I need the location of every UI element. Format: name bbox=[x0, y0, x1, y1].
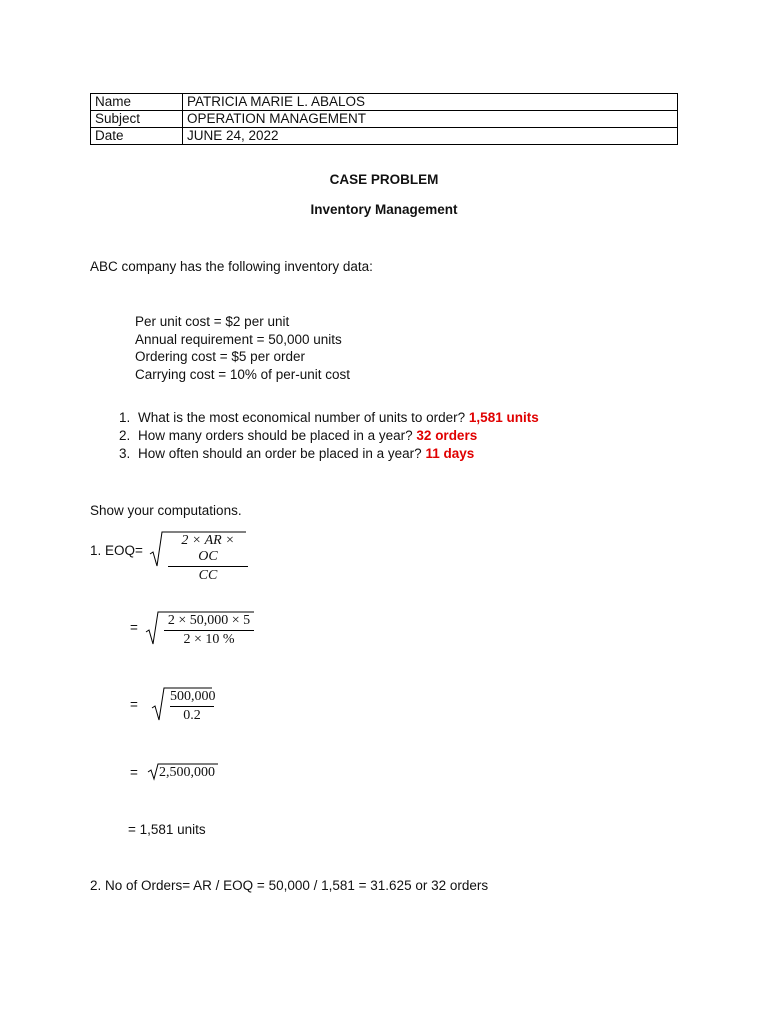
info-row-subject bbox=[91, 111, 678, 128]
question-text: What is the most economical number of units to order? bbox=[138, 410, 466, 425]
eoq-label: 1. EOQ= bbox=[90, 543, 143, 558]
equals-sign: = bbox=[130, 765, 138, 780]
info-table bbox=[90, 93, 678, 145]
info-row-name bbox=[91, 94, 678, 111]
eoq-result: = 1,581 units bbox=[128, 822, 206, 837]
fraction-denominator: CC bbox=[198, 568, 218, 583]
computations-label: Show your computations. bbox=[90, 503, 242, 518]
question-answer: 1,581 units bbox=[468, 410, 539, 425]
equals-sign: = bbox=[130, 620, 138, 635]
orders-computation: 2. No of Orders= AR / EOQ = 50,000 / 1,581 = 31.625 or 32 orders bbox=[90, 878, 489, 893]
data-line: Per unit cost = $2 per unit bbox=[135, 314, 290, 329]
question-item bbox=[134, 445, 539, 463]
fraction-numerator: 2 × 50,000 × 5 bbox=[164, 613, 254, 631]
eoq-simplified-fraction bbox=[170, 689, 214, 724]
info-key: Date bbox=[91, 128, 183, 145]
question-item bbox=[134, 427, 539, 445]
eoq-substitution-fraction bbox=[164, 613, 254, 648]
eoq-radicand: 2,500,000 bbox=[159, 765, 215, 780]
info-key: Name bbox=[91, 94, 183, 111]
page-subtitle: Inventory Management bbox=[310, 202, 458, 217]
eoq-formula-fraction bbox=[168, 533, 248, 584]
info-value: JUNE 24, 2022 bbox=[183, 128, 678, 145]
question-text: How often should an order be placed in a year? bbox=[138, 446, 422, 461]
intro-text: ABC company has the following inventory data: bbox=[90, 259, 373, 274]
info-key: Subject bbox=[91, 111, 183, 128]
data-list bbox=[135, 313, 350, 383]
question-text: How many orders should be placed in a year? bbox=[138, 428, 413, 443]
info-value: OPERATION MANAGEMENT bbox=[183, 111, 678, 128]
question-list bbox=[108, 409, 539, 463]
page-title: CASE PROBLEM bbox=[329, 172, 439, 187]
info-row-date bbox=[91, 128, 678, 145]
fraction-denominator: 0.2 bbox=[183, 708, 201, 723]
question-item bbox=[134, 409, 539, 427]
fraction-denominator: 2 × 10 % bbox=[183, 632, 235, 647]
info-value: PATRICIA MARIE L. ABALOS bbox=[183, 94, 678, 111]
data-line: Ordering cost = $5 per order bbox=[135, 349, 305, 364]
data-line: Carrying cost = 10% of per-unit cost bbox=[135, 366, 350, 382]
equals-sign: = bbox=[130, 697, 138, 712]
fraction-numerator: 2 × AR × OC bbox=[168, 533, 248, 567]
question-answer: 11 days bbox=[425, 446, 475, 461]
fraction-numerator: 500,000 bbox=[170, 689, 214, 707]
question-answer: 32 orders bbox=[416, 428, 478, 443]
data-line: Annual requirement = 50,000 units bbox=[135, 331, 342, 347]
